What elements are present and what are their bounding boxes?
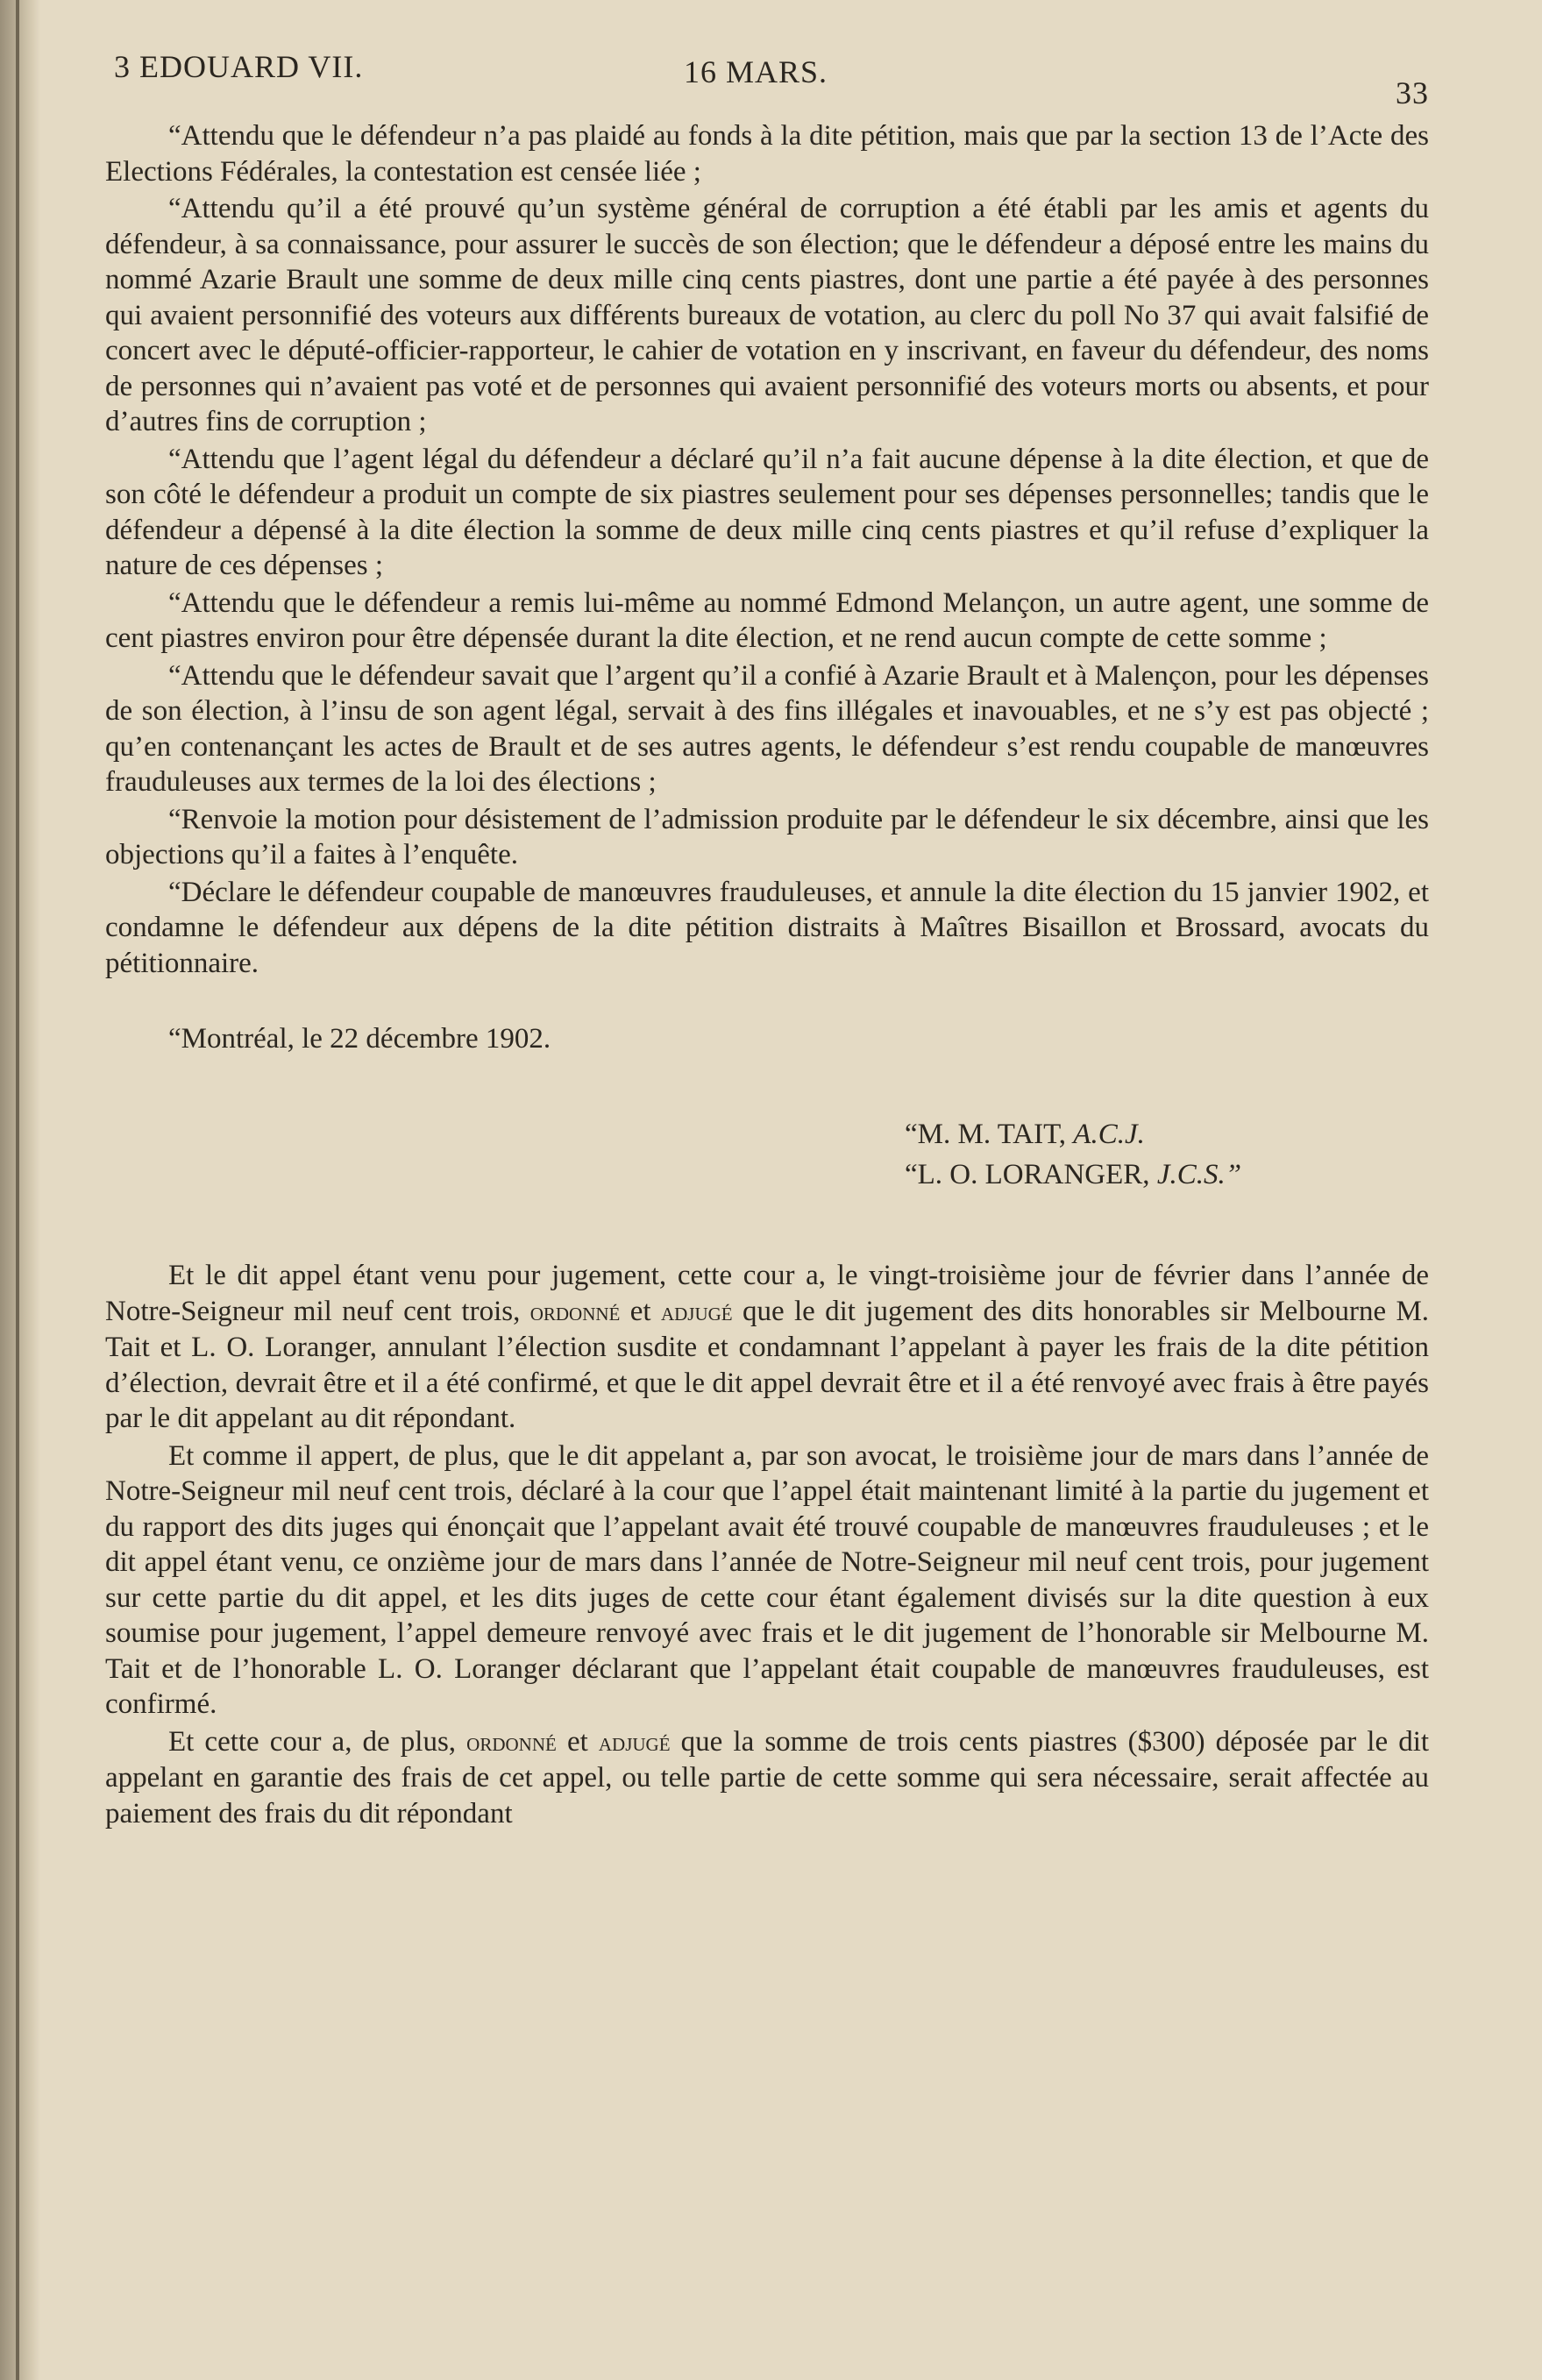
signatory-title: J.C.S.”	[1156, 1159, 1242, 1190]
signature-block	[105, 1114, 1429, 1195]
signatory-name: “L. O. LORANGER,	[905, 1159, 1150, 1190]
court-paragraph: Et cette cour a, de plus, ordonné et adjugé que la somme de trois cents piastres ($300) déposée par le dit appelant en garantie des frais de cet appel, ou telle partie de cette somme qui sera nécessaire, serait affectée au paiement des frais du dit répondant	[105, 1725, 1430, 1829]
book-binding-shadow	[0, 0, 40, 2380]
page-header	[105, 48, 1429, 118]
small-caps-term: ordonné	[466, 1727, 557, 1757]
court-paragraph: Et le dit appel étant venu pour jugement, cette cour a, le vingt-troisième jour de février dans l’année de Notre-Seigneur mil neuf cent trois, ordonné et adjugé que le dit jugement des dits honorables sir Melbourne M. Tait et L. O. Loranger, annulant l’élection susdite et condamnant l’appelant à payer les frais de la dite pétition d’élection, devrait être et il a été confirmé, et que le dit appel devrait être et il a été renvoyé avec frais à être payés par le dit appelant au dit répondant.	[105, 1260, 1430, 1434]
court-decision-text	[105, 1258, 1429, 1831]
signature-tait	[905, 1114, 1429, 1154]
judgment-text	[105, 118, 1429, 981]
judgment-paragraph: “Attendu que le défendeur a remis lui-même au nommé Edmond Melançon, un autre agent, une somme de cent piastres environ pour être dépensée durant la dite élection, et ne rend aucun compte de cette somme ;	[105, 586, 1429, 654]
small-caps-term: ordonné	[529, 1297, 621, 1326]
court-paragraph: Et comme il appert, de plus, que le dit appelant a, par son avocat, le troisième jour de mars dans l’année de Notre-Seigneur mil neuf cent trois, déclaré à la cour que l’appel était maintenant limité à la partie du jugement et du rapport des dits juges qui énonçait que l’appelant avait été trouvé coupable de manœuvres frauduleuses ; et le dit appel étant venu, ce onzième jour de mars dans l’année de Notre-Seigneur mil neuf cent trois, pour jugement sur cette partie du dit appel, et les dits juges de cette cour étant également divisés sur la dite question à eux soumise pour jugement, l’appel demeure renvoyé avec frais et le dit jugement de l’honorable sir Melbourne M. Tait et de l’honorable L. O. Loranger déclarant que l’appelant était coupable de manœuvres frauduleuses, est confirmé.	[105, 1439, 1429, 1720]
document-page	[105, 48, 1429, 1831]
small-caps-term: adjugé	[598, 1727, 671, 1757]
running-head-left: 3 EDOUARD VII.	[114, 49, 364, 84]
signatory-name: “M. M. TAIT,	[905, 1119, 1067, 1150]
running-head-date: 16 MARS.	[684, 54, 828, 89]
judgment-paragraph: “Attendu que le défendeur savait que l’argent qu’il a confié à Azarie Brault et à Malençon, pour les dépenses de son élection, à l’insu de son agent légal, servait à des fins illégales et inavouables, et ne s’y est pas objecté ; qu’en contenançant les actes de Brault et de ses autres agents, le défendeur s’est rendu coupable de manœuvres frauduleuses aux termes de la loi des élections ;	[105, 659, 1429, 798]
judgment-paragraph: “Attendu que l’agent légal du défendeur a déclaré qu’il n’a fait aucune dépense à la dite élection, et que de son côté le défendeur a produit un compte de six piastres seulement pour ses dépenses personnelles; tandis que le défendeur a dépensé à la dite élection la somme de deux mille cinq cents piastres et qu’il refuse d’expliquer la nature de ces dépenses ;	[105, 443, 1429, 581]
judgment-paragraph: “Attendu que le défendeur n’a pas plaidé au fonds à la dite pétition, mais que par la section 13 de l’Acte des Elections Fédérales, la contestation est censée liée ;	[105, 120, 1429, 188]
binding-edge	[16, 0, 19, 2380]
judgment-paragraph: “Renvoie la motion pour désistement de l’admission produite par le défendeur le six décembre, ainsi que les objections qu’il a faites à l’enquête.	[105, 803, 1429, 870]
judgment-paragraph: “Déclare le défendeur coupable de manœuvres frauduleuses, et annule la dite élection du 15 janvier 1902, et condamne le défendeur aux dépens de la dite pétition distraits à Maîtres Bisaillon et Brossard, avocats du pétitionnaire.	[105, 876, 1429, 979]
signature-loranger	[905, 1154, 1429, 1195]
small-caps-term: adjugé	[660, 1297, 733, 1326]
signatory-title: A.C.J.	[1073, 1119, 1145, 1150]
judgment-date: “Montréal, le 22 décembre 1902.	[168, 1023, 551, 1055]
judgment-paragraph: “Attendu qu’il a été prouvé qu’un système général de corruption a été établi par les amis et agents du défendeur, à sa connaissance, pour assurer le succès de son élection; que le défendeur a déposé entre les mains du nommé Azarie Brault une somme de deux mille cinq cents piastres, dont une partie a été payée à des personnes qui avaient personnifié des voteurs aux différents bureaux de votation, au clerc du poll No 37 qui avait falsifié de concert avec le député-officier-rapporteur, le cahier de votation en y inscrivant, en faveur du défendeur, des noms de personnes qui n’avaient pas voté et de personnes qui avaient personnifié des voteurs morts ou absents, et pour d’autres fins de corruption ;	[105, 193, 1429, 437]
page-number: 33	[1396, 75, 1429, 110]
